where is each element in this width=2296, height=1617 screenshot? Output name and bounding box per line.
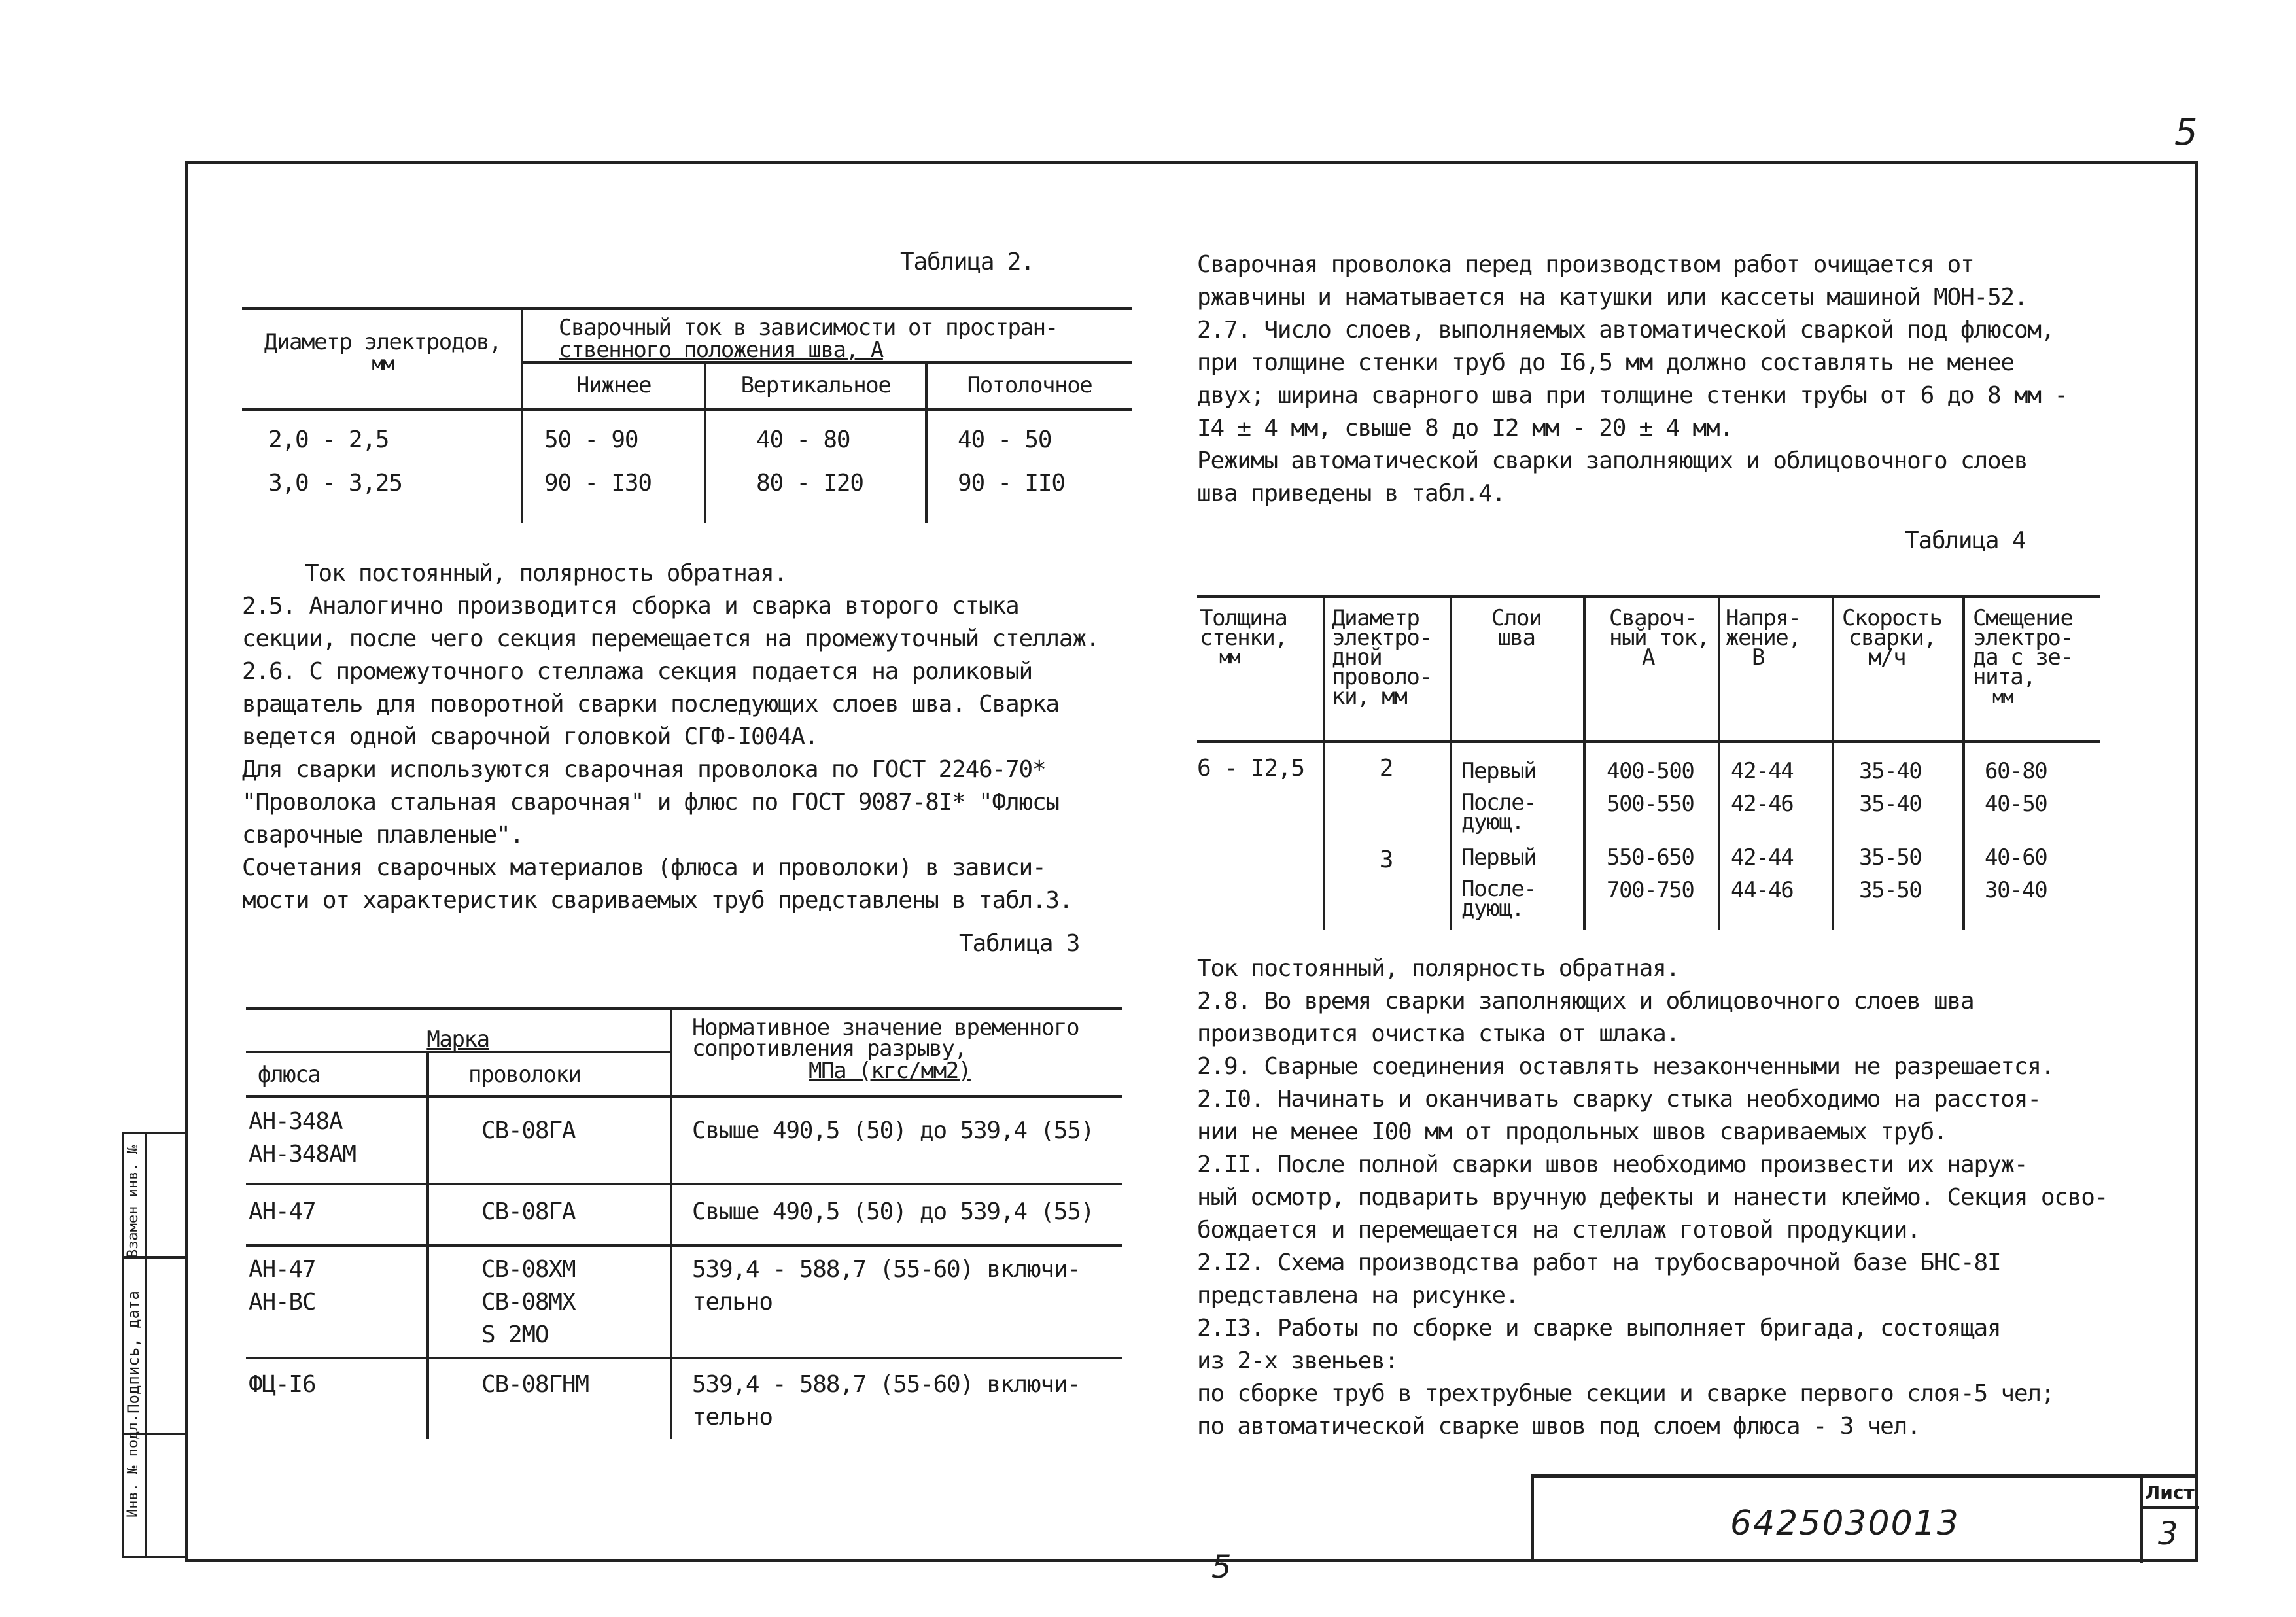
side-strip-inv: Инв. № подл. bbox=[125, 1414, 141, 1518]
table3-r2-value: Свыше 490,5 (50) до 539,4 (55) bbox=[692, 1198, 1094, 1225]
right-para-line: производится очистка стыка от шлака. bbox=[1197, 1020, 1680, 1047]
table4-head-text: стенки, bbox=[1200, 625, 1287, 651]
table4-head-text: электро- bbox=[1973, 625, 2073, 651]
table4-head-text: м/ч bbox=[1868, 644, 1906, 670]
table4-head-text: шва bbox=[1497, 625, 1535, 651]
table4-diameter-b: 3 bbox=[1379, 846, 1393, 873]
table4-head-text: ки, мм bbox=[1332, 684, 1407, 710]
table4-head-diameter bbox=[1332, 605, 1432, 710]
table2-head-overhead: Потолочное bbox=[967, 372, 1092, 398]
left-para-line: ведется одной сварочной головкой СГФ-I004А. bbox=[242, 723, 818, 750]
table2-r2-lower: 90 - I30 bbox=[544, 470, 652, 496]
table2-r2-diameter: 3,0 - 3,25 bbox=[268, 470, 402, 496]
right-para-line: 2.I3. Работы по сборке и сварке выполняет бригада, состоящая bbox=[1197, 1315, 2001, 1342]
table4-r3-voltage: 42-44 bbox=[1731, 844, 1794, 871]
table4-diameter-a: 2 bbox=[1379, 755, 1393, 782]
left-para-line: секции, после чего секция перемещается на промежуточный стеллаж. bbox=[242, 625, 1100, 652]
table4-head-text: Смещение bbox=[1973, 605, 2073, 631]
table4 bbox=[1197, 595, 2100, 930]
left-para-line: "Проволока стальная сварочная" и флюс по ГОСТ 9087-8I* "Флюсы bbox=[242, 789, 1059, 816]
table3-r3-wire-3: S 2МО bbox=[481, 1321, 549, 1348]
table4-head-offset bbox=[1973, 605, 2073, 707]
table3-r4-value-1: 539,4 - 588,7 (55-60) включи- bbox=[692, 1371, 1081, 1398]
table2-head-diameter: Диаметр электродов, bbox=[264, 329, 502, 355]
table3-r4-value-2: тельно bbox=[692, 1404, 773, 1431]
table4-head-text: нита, bbox=[1973, 664, 2036, 690]
table4-head-text: сварки, bbox=[1849, 625, 1936, 651]
table3-r4-flux: ФЦ-I6 bbox=[249, 1371, 316, 1398]
table2-caption: Таблица 2. bbox=[900, 249, 1034, 275]
table4-head-text: А bbox=[1642, 644, 1655, 670]
left-para-line: мости от характеристик свариваемых труб представлены в табл.3. bbox=[242, 887, 1073, 914]
side-strip-sign: Подпись, дата bbox=[124, 1291, 143, 1414]
table4-r1-current: 400-500 bbox=[1607, 758, 1694, 784]
table4-r2-current: 500-550 bbox=[1607, 791, 1694, 817]
table4-r1-speed: 35-40 bbox=[1859, 758, 1922, 784]
page-number-bottom: 5 bbox=[1211, 1549, 1232, 1586]
table4-r4-voltage: 44-46 bbox=[1731, 877, 1794, 903]
side-strip-replace: Взамен инв. № bbox=[125, 1145, 141, 1259]
right-para-line: представлена на рисунке. bbox=[1197, 1282, 1519, 1309]
page-number-top: 5 bbox=[2174, 111, 2198, 154]
right-para-line: 2.I0. Начинать и оканчивать сварку стыка необходимо на расстоя- bbox=[1197, 1086, 2041, 1113]
table2-head-vertical: Вертикальное bbox=[740, 372, 891, 398]
table3-r3-flux-2: АН-ВС bbox=[249, 1289, 316, 1315]
table3-r3-wire-2: СВ-08МХ bbox=[481, 1289, 576, 1315]
left-para-line: вращатель для поворотной сварки последующих слоев шва. Сварка bbox=[242, 691, 1059, 718]
left-text-block bbox=[242, 557, 1125, 917]
table3-head-brand: Марка bbox=[426, 1026, 489, 1052]
right-para-line: 2.II. После полной сварки швов необходимо произвести их наруж- bbox=[1197, 1151, 2028, 1178]
right-para-line: ржавчины и наматывается на катушки или кассеты машиной МОН-52. bbox=[1197, 284, 2028, 311]
table4-head-text: Диаметр bbox=[1332, 605, 1419, 631]
table4-head-text: жение, bbox=[1726, 625, 1801, 651]
right-para-line: Режимы автоматической сварки заполняющих и облицовочного слоев bbox=[1197, 447, 2028, 474]
table4-layer-text: дующ. bbox=[1461, 895, 1524, 922]
table3-r1-value: Свыше 490,5 (50) до 539,4 (55) bbox=[692, 1117, 1094, 1144]
stamp-sheet-value: 3 bbox=[2158, 1516, 2178, 1552]
table4-head-text: Напря- bbox=[1726, 605, 1801, 631]
table3-r3-flux-1: АН-47 bbox=[249, 1256, 316, 1283]
stamp-doc-code: 6425030013 bbox=[1730, 1504, 1960, 1543]
table4-caption: Таблица 4 bbox=[1905, 527, 2026, 554]
table4-layer-text: дующ. bbox=[1461, 809, 1524, 835]
table4-head-thickness bbox=[1200, 605, 1287, 668]
right-para-line: бождается и перемещается на стеллаж готовой продукции. bbox=[1197, 1217, 1921, 1243]
table2-head-lower: Нижнее bbox=[576, 372, 652, 398]
table2-r2-overhead: 90 - II0 bbox=[958, 470, 1065, 496]
left-para-line: Сочетания сварочных материалов (флюса и проволоки) в зависи- bbox=[242, 854, 1046, 881]
right-para-line: нии не менее I00 мм от продольных швов свариваемых труб. bbox=[1197, 1119, 1947, 1145]
right-para-line: ный осмотр, подварить вручную дефекты и нанести клеймо. Секция осво- bbox=[1197, 1184, 2108, 1211]
right-para-line: Сварочная проволока перед производством работ очищается от bbox=[1197, 251, 1974, 278]
table4-layer-text: После- bbox=[1461, 876, 1537, 902]
right-para-line: по сборке труб в трехтрубные секции и сварке первого слоя-5 чел; bbox=[1197, 1380, 2055, 1407]
table4-head-text: мм bbox=[1219, 646, 1240, 668]
table4-r2-layer bbox=[1461, 790, 1537, 835]
right-para-line: 2.I2. Схема производства работ на трубосварочной базе БНС-8I bbox=[1197, 1249, 2001, 1276]
table4-head-voltage bbox=[1726, 605, 1801, 670]
right-para-line: I4 ± 4 мм, свыше 8 до I2 мм - 20 ± 4 мм. bbox=[1197, 415, 1733, 442]
right-para-line: Ток постоянный, полярность обратная. bbox=[1197, 955, 1680, 982]
right-para-line: двух; ширина сварного шва при толщине стенки трубы от 6 до 8 мм - bbox=[1197, 382, 2068, 409]
right-top-text-block bbox=[1197, 249, 2126, 510]
table4-head-text: электро- bbox=[1332, 625, 1432, 651]
table4-r2-voltage: 42-46 bbox=[1731, 791, 1794, 817]
right-para-line: 2.9. Сварные соединения оставлять незаконченными не разрешается. bbox=[1197, 1053, 2055, 1080]
table3-r4-wire: СВ-08ГНМ bbox=[481, 1371, 589, 1398]
left-para-line: сварочные плавленые". bbox=[242, 822, 523, 848]
table4-r3-speed: 35-50 bbox=[1859, 844, 1922, 871]
table3-r3-wire-1: СВ-08ХМ bbox=[481, 1256, 576, 1283]
right-para-line: по автоматической сварке швов под слоем флюса - 3 чел. bbox=[1197, 1413, 1921, 1440]
table4-head-text: Слои bbox=[1491, 605, 1542, 631]
right-para-line: шва приведены в табл.4. bbox=[1197, 480, 1505, 507]
table4-r4-current: 700-750 bbox=[1607, 877, 1694, 903]
table4-r3-layer: Первый bbox=[1461, 844, 1537, 871]
table3-r2-wire: СВ-08ГА bbox=[481, 1198, 576, 1225]
table4-head-text: Толщина bbox=[1200, 605, 1287, 631]
table4-r1-layer: Первый bbox=[1461, 758, 1537, 784]
side-strip bbox=[122, 1132, 185, 1558]
left-para-line: 2.6. С промежуточного стеллажа секция подается на роликовый bbox=[242, 658, 1032, 685]
table2 bbox=[242, 307, 1132, 523]
table2-head-diameter-unit: мм bbox=[372, 353, 394, 375]
table4-head-text: мм bbox=[1992, 686, 2013, 707]
table4-head-text: да с зе- bbox=[1973, 644, 2073, 670]
right-para-line: из 2-х звеньев: bbox=[1197, 1348, 1399, 1374]
table3-r1-flux-2: АН-348АМ bbox=[249, 1141, 356, 1168]
table2-r1-diameter: 2,0 - 2,5 bbox=[268, 426, 389, 453]
right-bottom-text-block bbox=[1197, 952, 2126, 1443]
table4-r3-offset: 40-60 bbox=[1985, 844, 2047, 871]
table4-layer-text: После- bbox=[1461, 790, 1537, 816]
table4-r1-voltage: 42-44 bbox=[1731, 758, 1794, 784]
table3-r3-value-1: 539,4 - 588,7 (55-60) включи- bbox=[692, 1256, 1081, 1283]
table4-head-layers bbox=[1452, 605, 1580, 651]
table3-head-norm-2: сопротивления разрыву, bbox=[692, 1035, 967, 1062]
table2-head-group-2: ственного положения шва, А bbox=[559, 337, 883, 363]
right-para-line: 2.8. Во время сварки заполняющих и облицовочного слоев шва bbox=[1197, 988, 1974, 1015]
table3-caption: Таблица 3 bbox=[959, 930, 1080, 957]
table4-head-text: В bbox=[1752, 644, 1765, 670]
table4-head-text: Скорость bbox=[1842, 605, 1942, 631]
table3-head-flux: флюса bbox=[258, 1062, 321, 1088]
table4-r4-layer bbox=[1461, 876, 1537, 922]
table4-r4-offset: 30-40 bbox=[1985, 877, 2047, 903]
table2-r1-lower: 50 - 90 bbox=[544, 426, 638, 453]
left-para-line: Ток постоянный, полярность обратная. bbox=[305, 560, 788, 587]
table3-r1-wire: СВ-08ГА bbox=[481, 1117, 576, 1144]
table4-head-speed bbox=[1842, 605, 1942, 670]
table4-r2-offset: 40-50 bbox=[1985, 791, 2047, 817]
left-para-line: 2.5. Аналогично производится сборка и сварка второго стыка bbox=[242, 593, 1019, 619]
table3-r1-flux-1: АН-348А bbox=[249, 1108, 343, 1135]
stamp-sheet-label: Лист bbox=[2145, 1482, 2195, 1503]
table2-r1-overhead: 40 - 50 bbox=[958, 426, 1052, 453]
title-stamp bbox=[1531, 1474, 2198, 1562]
table4-thickness-value: 6 - I2,5 bbox=[1197, 755, 1304, 782]
table2-r1-vertical: 40 - 80 bbox=[756, 426, 850, 453]
table4-head-text: проволо- bbox=[1332, 664, 1432, 690]
table3-head-wire: проволоки bbox=[468, 1062, 581, 1088]
table4-r3-current: 550-650 bbox=[1607, 844, 1694, 871]
table3-r2-flux: АН-47 bbox=[249, 1198, 316, 1225]
right-para-line: при толщине стенки труб до I6,5 мм должно составлять не менее bbox=[1197, 349, 2014, 376]
table4-head-text: дной bbox=[1332, 644, 1382, 670]
left-para-line: Для сварки используются сварочная проволока по ГОСТ 2246-70* bbox=[242, 756, 1046, 783]
table4-head-text: Свароч- bbox=[1609, 605, 1697, 631]
table4-head-text: ный ток, bbox=[1609, 625, 1709, 651]
table3-r3-value-2: тельно bbox=[692, 1289, 773, 1315]
table4-r2-speed: 35-40 bbox=[1859, 791, 1922, 817]
table3-head-norm-3: МПа (кгс/мм2) bbox=[809, 1058, 971, 1084]
table4-head-current bbox=[1609, 605, 1709, 670]
table4-r1-offset: 60-80 bbox=[1985, 758, 2047, 784]
table2-r2-vertical: 80 - I20 bbox=[756, 470, 863, 496]
right-para-line: 2.7. Число слоев, выполняемых автоматической сваркой под флюсом, bbox=[1197, 317, 2055, 343]
table2-head-group-1: Сварочный ток в зависимости от простран- bbox=[559, 315, 1058, 341]
table4-r4-speed: 35-50 bbox=[1859, 877, 1922, 903]
table3 bbox=[246, 1007, 1122, 1439]
table3-head-norm-1: Нормативное значение временного bbox=[692, 1015, 1079, 1041]
